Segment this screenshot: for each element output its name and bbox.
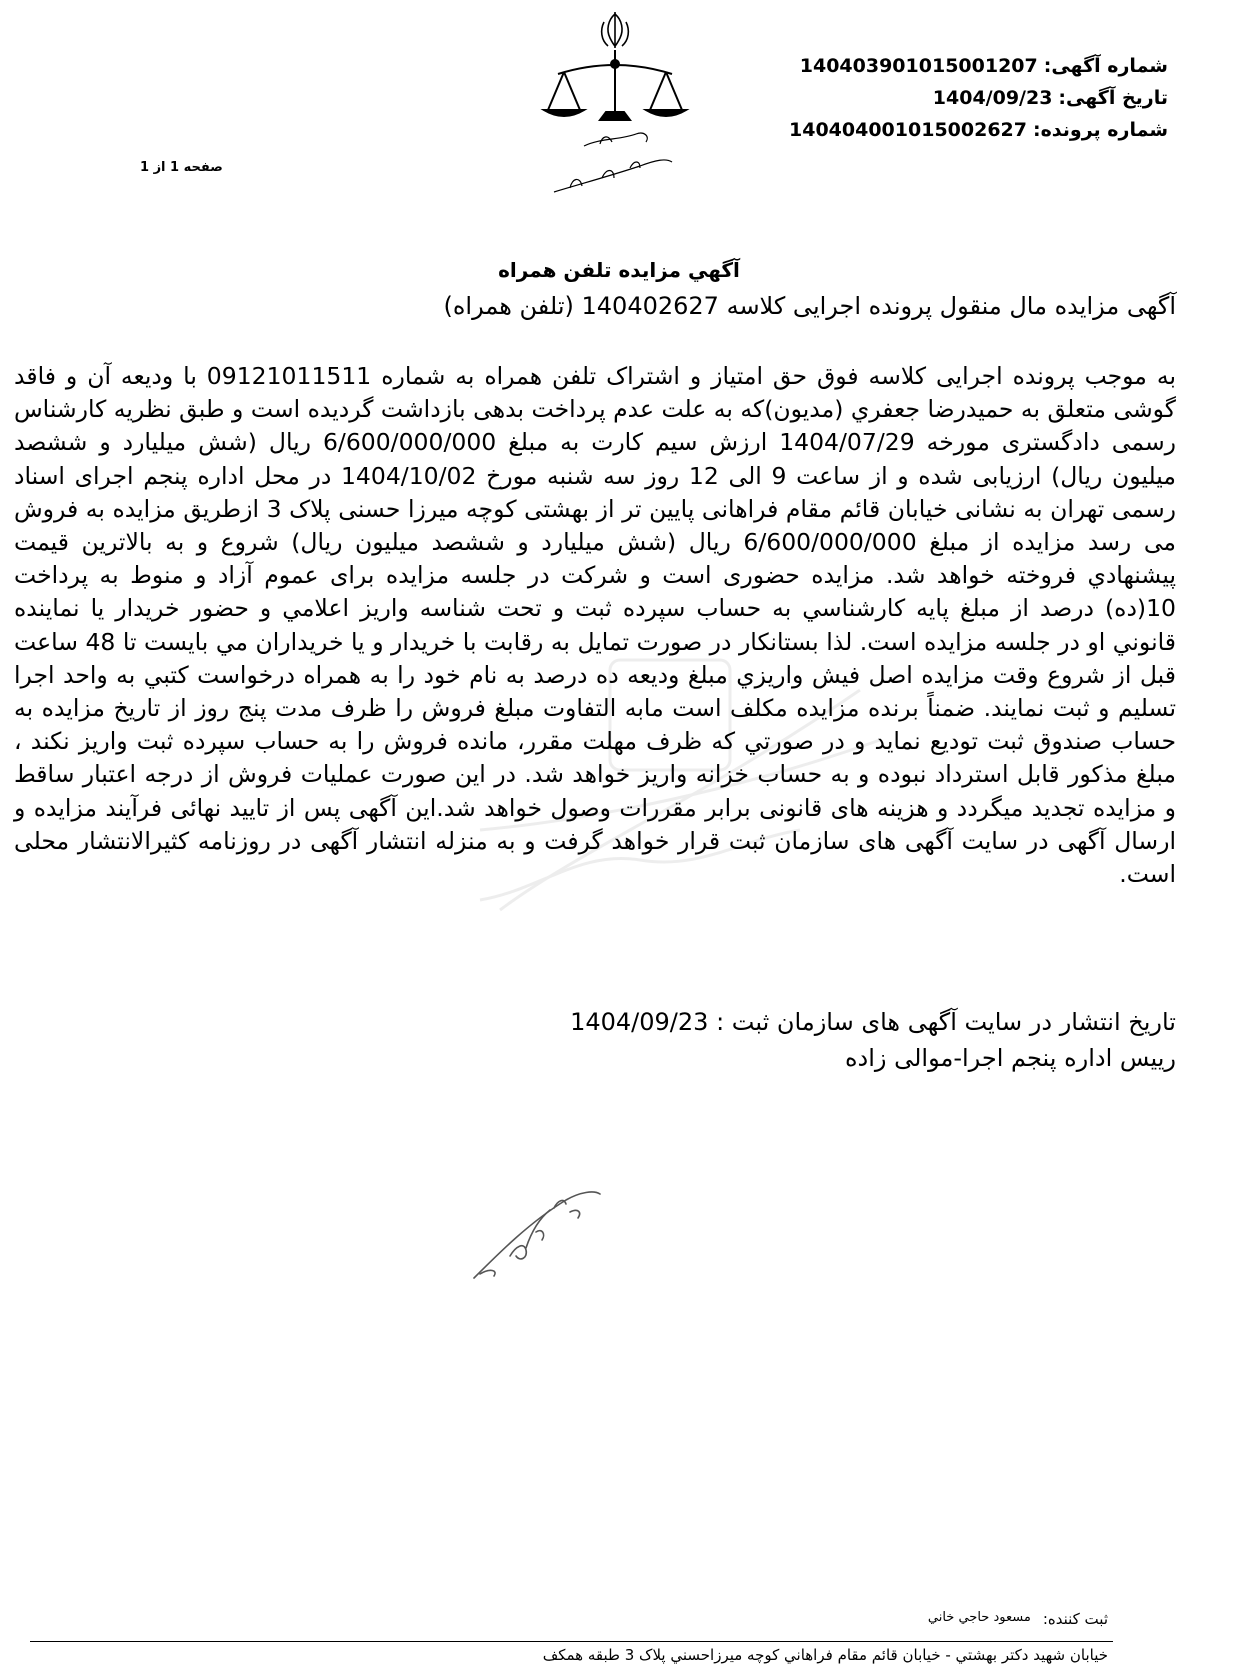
publication-date: 1404/09/23 [570, 1008, 709, 1036]
notice-body: به موجب پرونده اجرایی کلاسه فوق حق امتیاز و اشتراک تلفن همراه به شماره 09121011511 با ودیعه آن و فاقد گوشی متعلق به حمیدرضا جعفري (مدیون)که به علت عدم پرداخت بدهی بازداشت گردیده است و طبق نظریه کارشناس رسمی دادگستری مورخه 1404/07/29 ارزش سیم کارت به مبلغ 6/600/000/000 ریال (شش میلیارد و ششصد میلیون ریال) ارزیابی شده و از ساعت 9 الی 12 روز سه شنبه مورخ 1404/10/02 در محل اداره پنجم اجرای اسناد رسمی تهران به نشانی خیابان قائم مقام فراهانی پایین تر از بهشتی کوچه میرزا حسنی پلاک 3 ازطریق مزایده به فروش می رسد مزایده از مبلغ 6/600/000/000 ریال (شش میلیارد و ششصد میلیون ریال) شروع و به بالاترین قیمت پیشنهادي فروخته خواهد شد. مزایده حضوری است و شرکت در جلسه مزایده برای عموم آزاد و منوط به پرداخت 10(ده) درصد از مبلغ پایه کارشناسي به حساب سپرده ثبت و تحت شناسه واریز اعلامي و حضور خریدار یا نماینده قانوني او در جلسه مزایده است. لذا بستانکار در صورت تمایل به رقابت با خریدار و یا خریداران مي بایست تا 48 ساعت قبل از شروع وقت مزایده اصل فیش واریزي مبلغ ودیعه ده درصد به نام خود را به همراه درخواست کتبي به واحد اجرا تسلیم و ثبت نمایند. ضمناً برنده مزایده مکلف است مابه التفاوت مبلغ فروش را ظرف مدت پنج روز از تاریخ مزایده به حساب صندوق ثبت تودیع نماید و در صورتي که ظرف مهلت مقرر، مانده فروش را به حساب سپرده ثبت واریز نکند ، مبلغ مذکور قابل استرداد نبوده و به حساب خزانه واریز خواهد شد. در این صورت عملیات فروش از درجه اعتبار ساقط و مزایده تجدید میگردد و هزینه های قانونی برابر مقررات وصول خواهد شد.این آگهی پس از تایید نهائی فرآیند مزایده و ارسال آگهی در سایت آگهی های سازمان ثبت قرار خواهد گرفت و به منزله انتشار آگهی در روزنامه کثیرالانتشار محلی است. [13, 362, 1177, 889]
footer-divider [30, 1641, 1113, 1642]
notice-number-row [799, 50, 1168, 82]
page-indicator: صفحه 1 از 1 [140, 160, 223, 175]
registrar-name: مسعود حاجي خاني [927, 1610, 1031, 1625]
file-number-label: شماره پرونده: [1032, 119, 1168, 141]
judiciary-emblem-icon [540, 8, 690, 208]
notice-date-label: تاریخ آگهی: [1058, 87, 1168, 109]
notice-metadata [789, 50, 1168, 146]
handwritten-signature-icon [470, 1182, 620, 1282]
notice-number: 140403901015001207 [799, 55, 1038, 77]
registrar-line [928, 1610, 1108, 1628]
registrar-label: ثبت کننده: [1042, 1610, 1108, 1628]
file-number-row [789, 114, 1168, 146]
notice-subtitle: آگهی مزایده مال منقول پرونده اجرایی کلاسه 140402627 (تلفن همراه) [443, 292, 1176, 320]
signer-title: رییس اداره پنجم اجرا-موالی زاده [844, 1044, 1176, 1072]
notice-date-row [808, 82, 1168, 114]
publication-line [570, 1008, 1176, 1036]
notice-number-label: شماره آگهی: [1043, 55, 1168, 77]
notice-title: آگهي مزايده تلفن همراه [498, 258, 740, 282]
file-number: 140404001015002627 [789, 119, 1027, 141]
notice-date: 1404/09/23 [932, 87, 1053, 109]
office-address: خیابان شهید دکتر بهشتي - خیابان قائم مقام فراهاني کوچه میرزاحسني پلاک 3 طبقه همکف [542, 1646, 1108, 1664]
publication-label: تاریخ انتشار در سایت آگهی های سازمان ثبت : [716, 1008, 1176, 1036]
